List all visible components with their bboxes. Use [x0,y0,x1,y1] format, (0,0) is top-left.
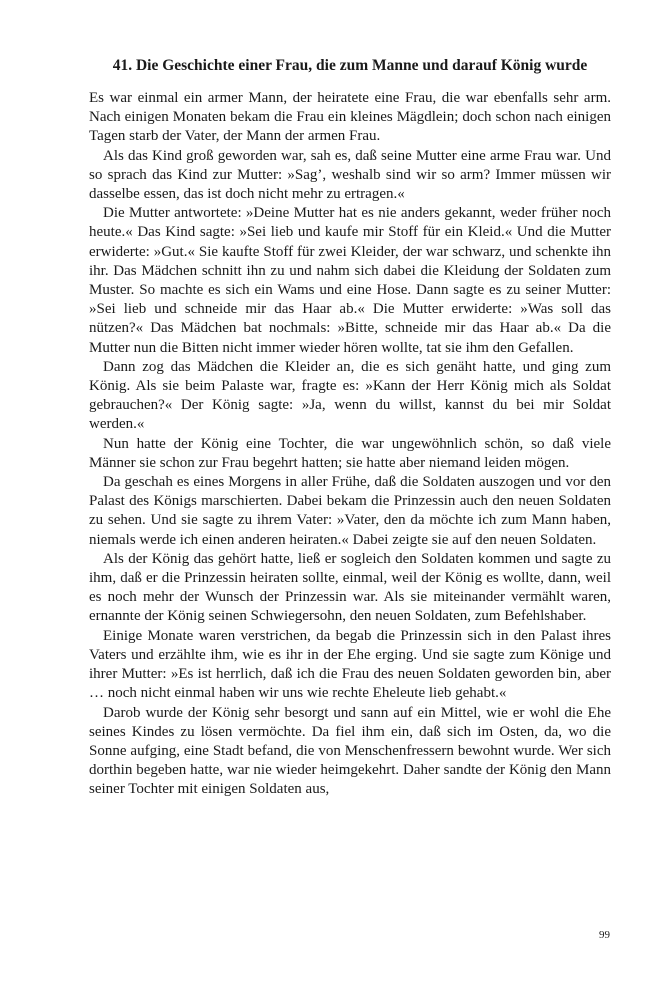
book-page [89,55,611,800]
paragraph: Darob wurde der König sehr besorgt und sann auf ein Mittel, wie er wohl die Ehe seines Kindes zu lösen vermöchte. Da fiel ihm ein, daß sich im Osten, da, wo die Sonne aufging, eine Stadt befand, die von Menschenfressern bewohnt wurde. Wer sich dorthin begeben hatte, war nie wieder heimgekehrt. Daher sandte der König den Mann seiner Tochter mit einigen Soldaten aus, [89,704,611,798]
chapter-title: 41. Die Geschichte einer Frau, die zum Manne und darauf König wurde [112,57,588,74]
paragraph: Die Mutter antwortete: »Deine Mutter hat es nie anders gekannt, weder früher noch heute.« Das Kind sagte: »Sei lieb und kaufe mir Stoff für ein Kleid.« Und die Mutter erwiderte: »Gut.« Sie kaufte Stoff für zwei Kleider, der war schwarz, und schenkte ihn ihr. Das Mädchen schnitt ihn zu und nahm sich dabei die Kleidung der Soldaten zum Muster. So machte es sich ein Wams und eine Hose. Dann sagte es zu seiner Mutter: »Sei lieb und schneide mir das Haar ab.« Die Mutter erwiderte: »Was soll das nützen?« Das Mädchen bat nochmals: »Bitte, schneide mir das Haar ab.« Da die Mutter nun die Bitten nicht immer wieder hören wollte, tat sie ihm den Gefallen. [89,205,611,356]
page-number: 99 [599,929,610,941]
paragraph: Dann zog das Mädchen die Kleider an, die es sich genäht hatte, und ging zum König. Als sie beim Palaste war, fragte es: »Kann der Herr König mich als Soldat gebrauchen?« Der König sagte: »Ja, wenn du willst, kannst du bei mir Soldat werden.« [89,358,611,433]
paragraph: Es war einmal ein armer Mann, der heiratete eine Frau, die war ebenfalls sehr arm. Nach einigen Monaten bekam die Frau ein kleines Mägdlein; doch schon nach einigen Tagen starb der Vater, der Mann der armen Frau. [89,90,611,145]
paragraph: Als das Kind groß geworden war, sah es, daß seine Mutter eine arme Frau war. Und so sprach das Kind zur Mutter: »Sag’, weshalb sind wir so arm? Immer müssen wir dasselbe essen, das ist doch nicht mehr zu ertragen.« [89,147,611,203]
paragraph: Da geschah es eines Morgens in aller Frühe, daß die Soldaten auszogen und vor den Palast des Königs marschierten. Dabei bekam die Prinzessin auch den neuen Soldaten zu sehen. Und sie sagte zu ihrem Vater: »Vater, den da möchte ich zum Mann haben, niemals werde ich einen anderen heiraten.« Dabei zeigte sie auf den neuen Soldaten. [89,474,611,548]
paragraph: Als der König das gehört hatte, ließ er sogleich den Soldaten kommen und sagte zu ihm, daß er die Prinzessin heiraten sollte, einmal, weil der König es wollte, dann, weil es noch mehr der Wunsch der Prinzessin war. Als sie miteinander vermählt waren, ernannte der König seinen Schwiegersohn, den neuen Soldaten, zum Befehlshaber. [89,550,611,625]
body-text [89,89,611,800]
paragraph: Nun hatte der König eine Tochter, die war ungewöhnlich schön, so daß viele Männer sie schon zur Frau begehrt hatten; sie hatte aber niemand leiden mögen. [89,435,611,471]
paragraph: Einige Monate waren verstrichen, da begab die Prinzessin sich in den Palast ihres Vaters und erzählte ihm, wie es ihr in der Ehe erging. Und sie sagte zum Könige und ihrer Mutter: »Es ist herrlich, daß ich die Frau des neuen Soldaten geworden bin, aber … noch nicht einmal haben wir uns wie rechte Eheleute lieb gehabt.« [89,627,611,702]
